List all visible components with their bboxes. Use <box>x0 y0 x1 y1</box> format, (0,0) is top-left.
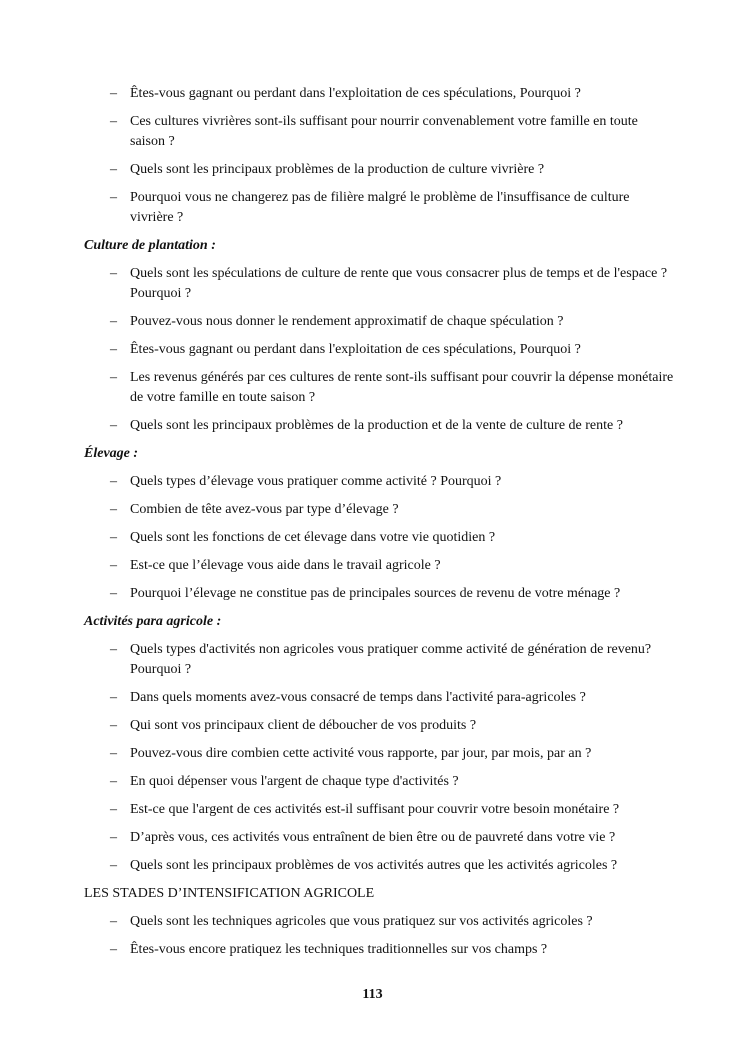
bullet-dash: – <box>110 86 117 101</box>
list-item <box>84 528 674 548</box>
section-heading-activites-para-agricole: Activités para agricole : <box>84 614 222 629</box>
list-item <box>84 112 674 152</box>
question-text: D’après vous, ces activités vous entraînent de bien être ou de pauvreté dans votre vie ? <box>130 830 616 845</box>
question-text: Pourquoi l’élevage ne constitue pas de principales sources de revenu de votre ménage ? <box>130 586 621 601</box>
bullet-dash: – <box>110 558 117 573</box>
bullet-dash: – <box>110 370 117 385</box>
list-item <box>84 416 674 436</box>
list-item <box>84 188 674 228</box>
list-item <box>84 828 674 848</box>
bullet-dash: – <box>110 474 117 489</box>
section-heading-elevage: Élevage : <box>84 446 139 461</box>
question-text: Pouvez-vous dire combien cette activité vous rapporte, par jour, par mois, par an ? <box>130 746 592 761</box>
bullet-dash: – <box>110 718 117 733</box>
list-item <box>84 940 674 960</box>
list-item <box>84 472 674 492</box>
section-heading-culture-plantation: Culture de plantation : <box>84 238 216 253</box>
question-text: Quels sont les techniques agricoles que vous pratiquez sur vos activités agricoles ? <box>130 914 593 929</box>
question-text: Ces cultures vivrières sont-ils suffisant pour nourrir convenablement votre famille en toute saison ? <box>130 114 638 149</box>
question-text: Quels sont les principaux problèmes de la production et de la vente de culture de rente ? <box>130 418 623 433</box>
bullet-dash: – <box>110 586 117 601</box>
bullet-dash: – <box>110 190 117 205</box>
list-item <box>84 716 674 736</box>
bullet-dash: – <box>110 418 117 433</box>
question-list-culture-plantation <box>84 264 674 436</box>
question-text: Pourquoi vous ne changerez pas de filière malgré le problème de l'insuffisance de culture vivrière ? <box>130 190 630 225</box>
list-item <box>84 912 674 932</box>
bullet-dash: – <box>110 690 117 705</box>
question-list-elevage <box>84 472 674 604</box>
question-text: Pouvez-vous nous donner le rendement approximatif de chaque spéculation ? <box>130 314 564 329</box>
list-item <box>84 688 674 708</box>
bullet-dash: – <box>110 746 117 761</box>
question-text: Êtes-vous gagnant ou perdant dans l'exploitation de ces spéculations, Pourquoi ? <box>130 342 581 357</box>
bullet-dash: – <box>110 314 117 329</box>
list-item <box>84 264 674 304</box>
question-text: Quels sont les principaux problèmes de vos activités autres que les activités agricoles ? <box>130 858 618 873</box>
list-item <box>84 368 674 408</box>
bullet-dash: – <box>110 914 117 929</box>
page-number: 113 <box>362 987 383 1002</box>
question-text: Quels sont les principaux problèmes de la production de culture vivrière ? <box>130 162 545 177</box>
list-item <box>84 640 674 680</box>
list-item <box>84 584 674 604</box>
bullet-dash: – <box>110 774 117 789</box>
question-list-intro <box>84 84 674 228</box>
question-text: Est-ce que l’élevage vous aide dans le travail agricole ? <box>130 558 441 573</box>
bullet-dash: – <box>110 830 117 845</box>
question-text: En quoi dépenser vous l'argent de chaque type d'activités ? <box>130 774 459 789</box>
question-text: Quels sont les fonctions de cet élevage dans votre vie quotidien ? <box>130 530 496 545</box>
list-item <box>84 340 674 360</box>
bullet-dash: – <box>110 266 117 281</box>
bullet-dash: – <box>110 114 117 129</box>
section-heading-stades-intensification: LES STADES D’INTENSIFICATION AGRICOLE <box>84 886 375 901</box>
question-text: Êtes-vous encore pratiquez les techniques traditionnelles sur vos champs ? <box>130 942 548 957</box>
bullet-dash: – <box>110 162 117 177</box>
list-item <box>84 500 674 520</box>
list-item <box>84 856 674 876</box>
question-text: Quels sont les spéculations de culture de rente que vous consacrer plus de temps et de l'espace ? Pourquoi ? <box>130 266 668 301</box>
question-text: Dans quels moments avez-vous consacré de temps dans l'activité para-agricoles ? <box>130 690 586 705</box>
page-content <box>84 84 674 968</box>
bullet-dash: – <box>110 942 117 957</box>
bullet-dash: – <box>110 530 117 545</box>
list-item <box>84 556 674 576</box>
question-text: Combien de tête avez-vous par type d’élevage ? <box>130 502 399 517</box>
bullet-dash: – <box>110 642 117 657</box>
list-item <box>84 312 674 332</box>
question-text: Les revenus générés par ces cultures de rente sont-ils suffisant pour couvrir la dépense monétaire de votre famille en toute saison ? <box>130 370 674 405</box>
question-text: Est-ce que l'argent de ces activités est-il suffisant pour couvrir votre besoin monétaire ? <box>130 802 620 817</box>
question-list-activites-para-agricole <box>84 640 674 876</box>
question-text: Quels types d'activités non agricoles vous pratiquer comme activité de génération de revenu? Pourquoi ? <box>130 642 652 677</box>
question-list-stades-intensification <box>84 912 674 960</box>
question-text: Qui sont vos principaux client de déboucher de vos produits ? <box>130 718 477 733</box>
bullet-dash: – <box>110 858 117 873</box>
list-item <box>84 772 674 792</box>
question-text: Quels types d’élevage vous pratiquer comme activité ? Pourquoi ? <box>130 474 502 489</box>
list-item <box>84 84 674 104</box>
bullet-dash: – <box>110 502 117 517</box>
list-item <box>84 160 674 180</box>
bullet-dash: – <box>110 342 117 357</box>
question-text: Êtes-vous gagnant ou perdant dans l'exploitation de ces spéculations, Pourquoi ? <box>130 86 581 101</box>
list-item <box>84 800 674 820</box>
bullet-dash: – <box>110 802 117 817</box>
list-item <box>84 744 674 764</box>
